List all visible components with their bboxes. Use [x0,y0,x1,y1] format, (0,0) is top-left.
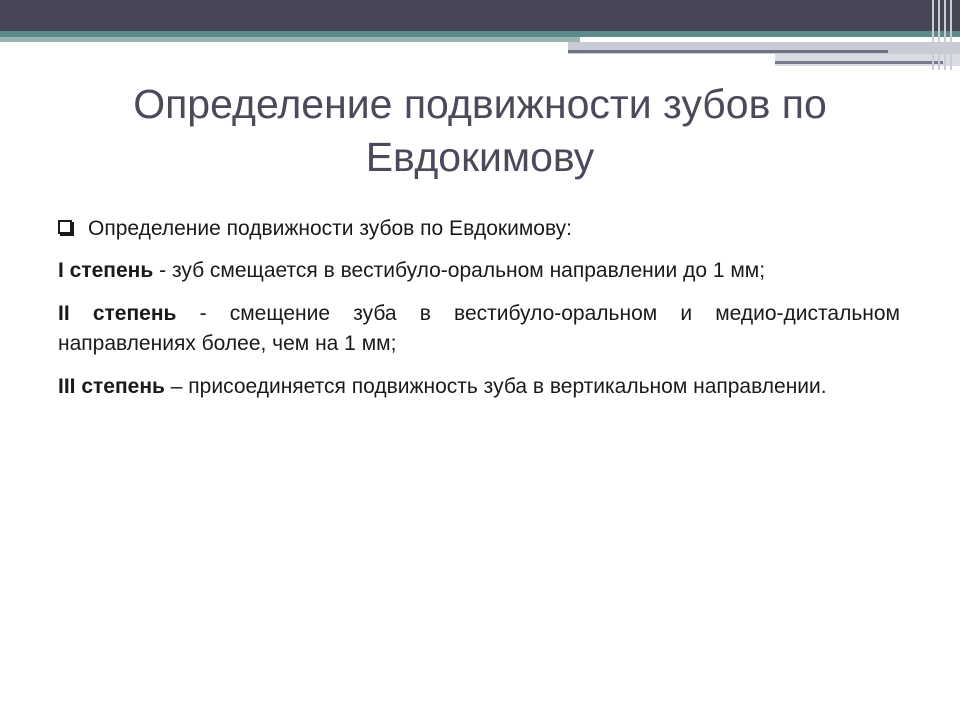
slide-title: Определение подвижности зубов по Евдокимову [133,81,827,180]
degree-3-label: III степень [58,375,165,398]
degree-2-label: II степень [58,302,177,325]
degree-3 [58,372,900,402]
degree-2-text: - смещение зуба в вестибуло-оральном и медио-дистальном направлениях более, чем на 1 мм; [58,302,900,355]
degree-2 [58,299,900,359]
slide-content [58,214,900,415]
decor-bar-1-line [568,50,888,53]
checkbox-square-icon [58,220,72,234]
header-band [0,0,960,31]
bullet-text: Определение подвижности зубов по Евдокимову: [88,217,572,240]
decor-bar-2-line [775,61,943,64]
decor-vertical-lines [928,0,960,70]
degree-1-text: - зуб смещается в вестибуло-оральном направлении до 1 мм; [153,259,766,282]
degree-1 [58,256,900,286]
degree-3-text: – присоединяется подвижность зуба в вертикальном направлении. [164,375,827,398]
bullet-item [58,214,900,244]
accent-line-light [0,37,580,42]
degree-1-label: I степень [58,259,154,282]
